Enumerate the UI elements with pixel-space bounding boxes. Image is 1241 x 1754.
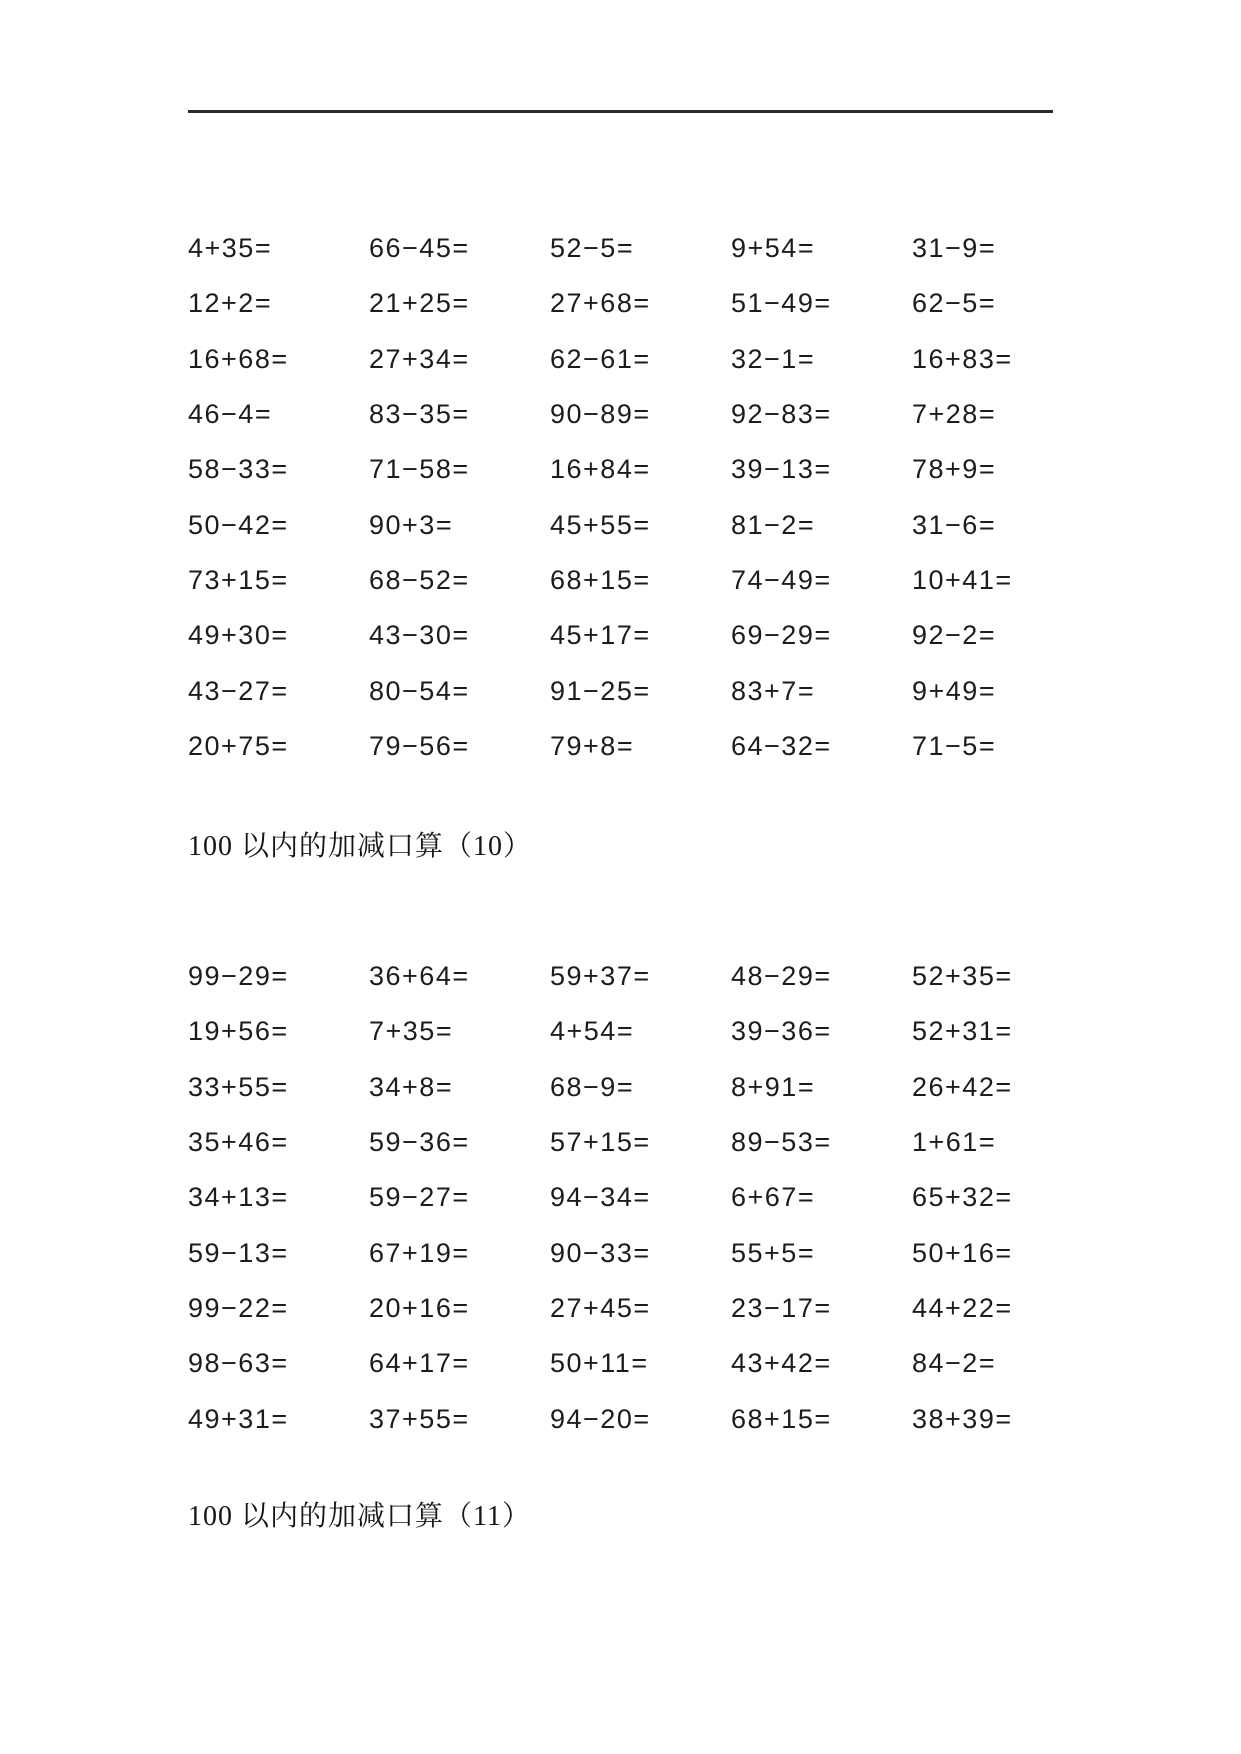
problem: 59−36= xyxy=(369,1127,470,1158)
problem: 35+46= xyxy=(188,1127,289,1158)
problem: 37+55= xyxy=(369,1403,470,1434)
problem: 64+17= xyxy=(369,1348,470,1379)
problem: 43−27= xyxy=(188,675,289,706)
problem: 4+54= xyxy=(550,1016,635,1047)
problem: 90−89= xyxy=(550,399,651,430)
problem: 90+3= xyxy=(369,509,454,540)
problem: 66−45= xyxy=(369,233,470,264)
problem: 20+16= xyxy=(369,1292,470,1323)
problem: 67+19= xyxy=(369,1237,470,1268)
problem: 68−52= xyxy=(369,564,470,595)
problem: 73+15= xyxy=(188,564,289,595)
problem: 36+64= xyxy=(369,961,470,992)
problem: 7+28= xyxy=(912,399,997,430)
section-heading-set11: 100 以内的加减口算（11） xyxy=(188,1501,531,1532)
problem: 9+54= xyxy=(731,233,816,264)
problem-grid-set9 xyxy=(188,221,1093,774)
problem: 71−58= xyxy=(369,454,470,485)
problem: 52+31= xyxy=(912,1016,1013,1047)
problem: 84−2= xyxy=(912,1348,997,1379)
problem: 16+84= xyxy=(550,454,651,485)
problem: 52+35= xyxy=(912,961,1013,992)
problem: 39−36= xyxy=(731,1016,832,1047)
problem: 83+7= xyxy=(731,675,816,706)
section-heading-set10: 100 以内的加减口算（10） xyxy=(188,831,533,862)
problem: 21+25= xyxy=(369,288,470,319)
problem: 50+11= xyxy=(550,1348,649,1379)
problem: 50+16= xyxy=(912,1237,1013,1268)
problem: 16+83= xyxy=(912,343,1013,374)
problem: 99−29= xyxy=(188,961,289,992)
problem: 94−20= xyxy=(550,1403,651,1434)
problem: 98−63= xyxy=(188,1348,289,1379)
header-rule xyxy=(188,110,1053,113)
problem: 1+61= xyxy=(912,1127,997,1158)
problem: 62−61= xyxy=(550,343,651,374)
problem: 64−32= xyxy=(731,730,832,761)
problem: 49+31= xyxy=(188,1403,289,1434)
problem: 90−33= xyxy=(550,1237,651,1268)
problem: 12+2= xyxy=(188,288,273,319)
problem: 91−25= xyxy=(550,675,651,706)
problem: 55+5= xyxy=(731,1237,816,1268)
problem: 99−22= xyxy=(188,1292,289,1323)
problem: 10+41= xyxy=(912,564,1013,595)
problem: 68+15= xyxy=(550,564,651,595)
problem: 31−9= xyxy=(912,233,997,264)
problem: 79+8= xyxy=(550,730,635,761)
problem: 8+91= xyxy=(731,1071,816,1102)
problem: 89−53= xyxy=(731,1127,832,1158)
problem: 26+42= xyxy=(912,1071,1013,1102)
problem: 92−83= xyxy=(731,399,832,430)
problem: 46−4= xyxy=(188,399,273,430)
problem: 58−33= xyxy=(188,454,289,485)
problem: 27+45= xyxy=(550,1292,651,1323)
problem: 81−2= xyxy=(731,509,816,540)
problem: 27+34= xyxy=(369,343,470,374)
problem: 59+37= xyxy=(550,961,651,992)
problem: 31−6= xyxy=(912,509,997,540)
problem: 23−17= xyxy=(731,1292,832,1323)
problem: 57+15= xyxy=(550,1127,651,1158)
problem: 83−35= xyxy=(369,399,470,430)
problem: 68+15= xyxy=(731,1403,832,1434)
problem: 44+22= xyxy=(912,1292,1013,1323)
problem: 6+67= xyxy=(731,1182,816,1213)
problem: 48−29= xyxy=(731,961,832,992)
problem: 43+42= xyxy=(731,1348,832,1379)
problem: 50−42= xyxy=(188,509,289,540)
problem: 69−29= xyxy=(731,620,832,651)
problem: 71−5= xyxy=(912,730,997,761)
problem: 78+9= xyxy=(912,454,997,485)
problem: 45+55= xyxy=(550,509,651,540)
problem: 33+55= xyxy=(188,1071,289,1102)
problem: 68−9= xyxy=(550,1071,635,1102)
problem-grid-set10 xyxy=(188,949,1093,1447)
problem: 49+30= xyxy=(188,620,289,651)
problem: 4+35= xyxy=(188,233,273,264)
problem: 27+68= xyxy=(550,288,651,319)
problem: 32−1= xyxy=(731,343,816,374)
problem: 39−13= xyxy=(731,454,832,485)
problem: 94−34= xyxy=(550,1182,651,1213)
problem: 79−56= xyxy=(369,730,470,761)
problem: 92−2= xyxy=(912,620,997,651)
problem: 38+39= xyxy=(912,1403,1013,1434)
problem: 65+32= xyxy=(912,1182,1013,1213)
problem: 43−30= xyxy=(369,620,470,651)
problem: 45+17= xyxy=(550,620,651,651)
problem: 51−49= xyxy=(731,288,832,319)
problem: 20+75= xyxy=(188,730,289,761)
problem: 7+35= xyxy=(369,1016,454,1047)
problem: 9+49= xyxy=(912,675,997,706)
problem: 52−5= xyxy=(550,233,635,264)
problem: 16+68= xyxy=(188,343,289,374)
problem: 19+56= xyxy=(188,1016,289,1047)
problem: 80−54= xyxy=(369,675,470,706)
problem: 34+8= xyxy=(369,1071,454,1102)
problem: 59−13= xyxy=(188,1237,289,1268)
problem: 62−5= xyxy=(912,288,997,319)
problem: 34+13= xyxy=(188,1182,289,1213)
problem: 59−27= xyxy=(369,1182,470,1213)
problem: 74−49= xyxy=(731,564,832,595)
